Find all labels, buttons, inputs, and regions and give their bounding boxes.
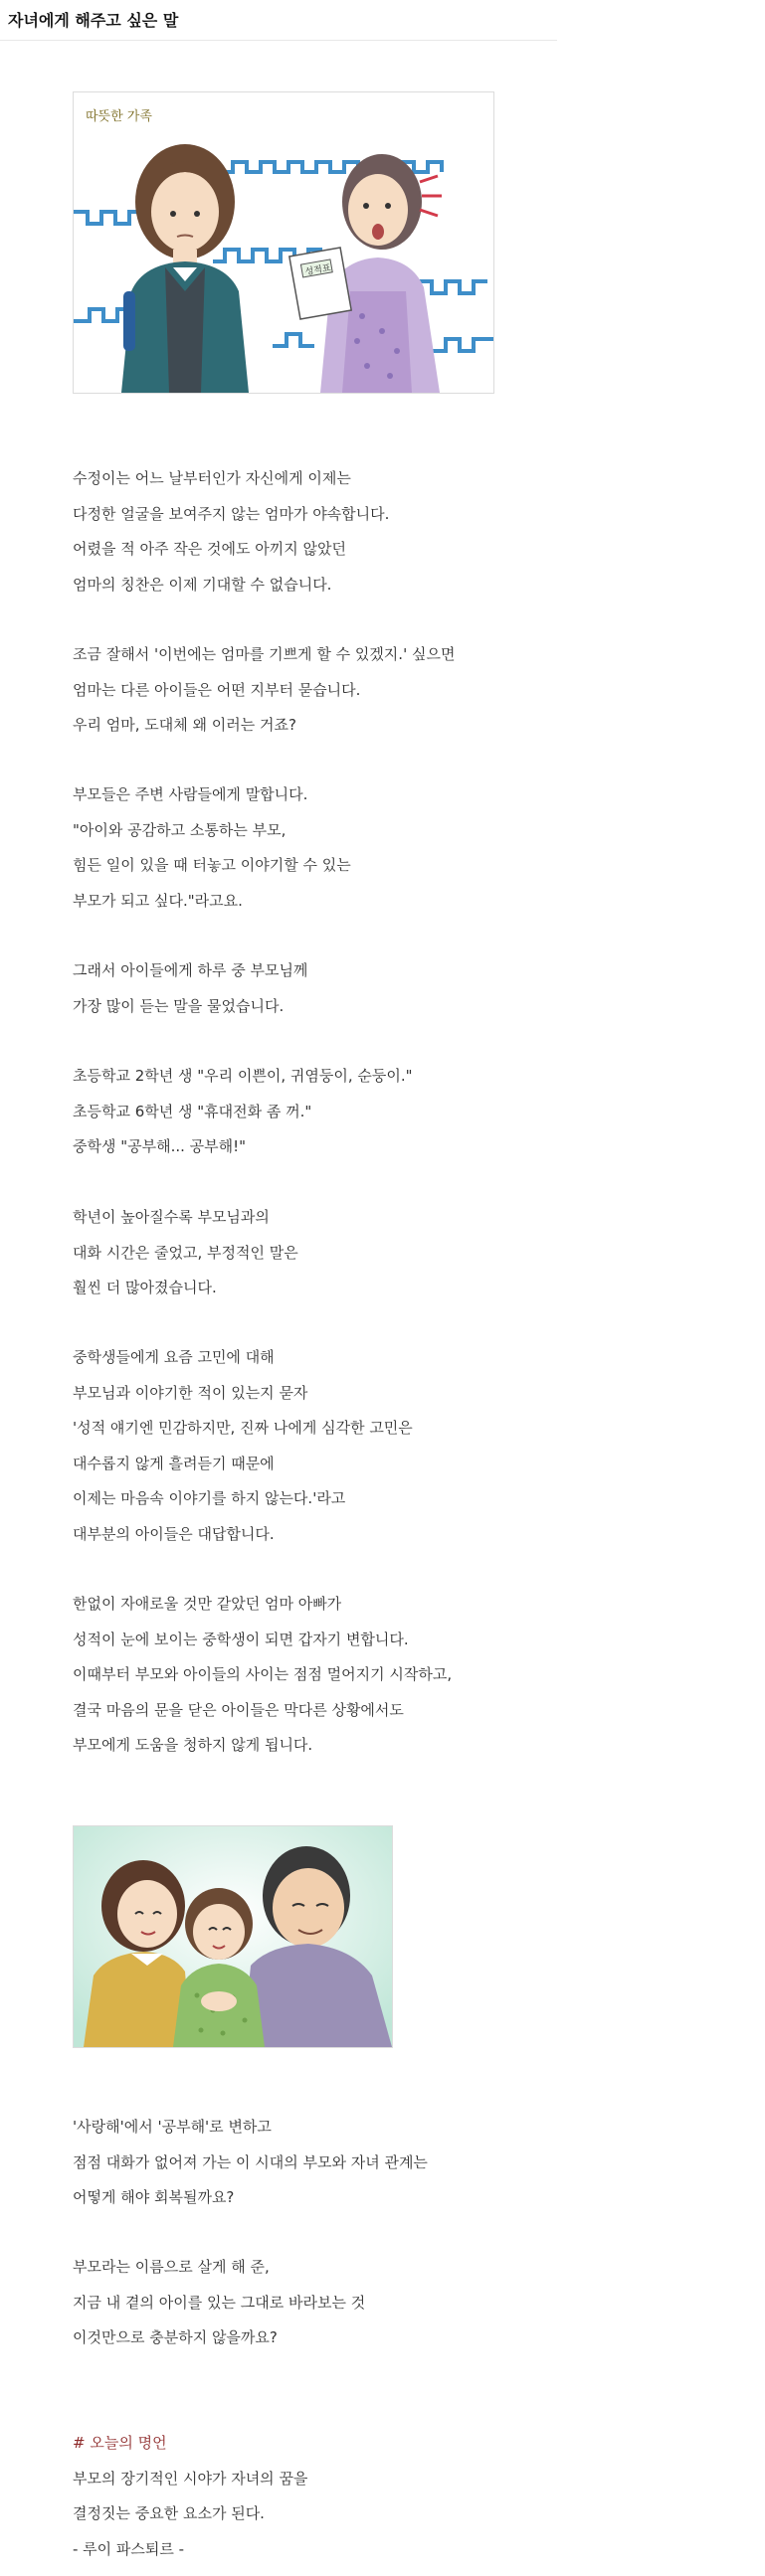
paragraph-6 (73, 1200, 298, 1306)
illustration-report-card (73, 91, 494, 394)
paragraph-10 (73, 2250, 365, 2356)
paragraph-2 (73, 637, 455, 744)
text-line: 어떻게 해야 회복될까요? (73, 2188, 235, 2206)
text-line: 지금 내 곁의 아이를 있는 그대로 바라보는 것 (73, 2293, 366, 2312)
text-line: 부모들은 주변 사람들에게 말합니다. (73, 785, 308, 803)
text-line: 부모에게 도움을 청하지 않게 됩니다. (73, 1736, 313, 1754)
report-card-label: 성적표 (304, 262, 332, 278)
quote-author: - 루이 파스퇴르 - (73, 2539, 185, 2558)
quote-line: 결정짓는 중요한 요소가 된다. (73, 2504, 265, 2522)
text-line: '성적 얘기엔 민감하지만, 진짜 나에게 심각한 고민은 (73, 1419, 413, 1437)
text-line: 어렸을 적 아주 작은 것에도 아끼지 않았던 (73, 540, 346, 558)
text-line: 중학생들에게 요즘 고민에 대해 (73, 1348, 275, 1366)
text-line: 조금 잘해서 '이번에는 엄마를 기쁘게 할 수 있겠지.' 싶으면 (73, 645, 456, 663)
text-line: 우리 엄마, 도대체 왜 이러는 거죠? (73, 716, 296, 734)
text-line: "아이와 공감하고 소통하는 부모, (73, 820, 287, 839)
text-line: 학년이 높아질수록 부모님과의 (73, 1208, 270, 1226)
text-line: 부모라는 이름으로 살게 해 준, (73, 2258, 270, 2276)
text-line: 대수롭지 않게 흘려듣기 때문에 (73, 1454, 275, 1472)
paragraph-5 (73, 1059, 413, 1165)
text-line: 가장 많이 듣는 말을 물었습니다. (73, 996, 285, 1015)
title-bar (0, 0, 557, 41)
text-line: 대화 시간은 줄었고, 부정적인 말은 (73, 1243, 298, 1262)
paragraph-7 (73, 1340, 413, 1552)
text-line: 대부분의 아이들은 대답합니다. (73, 1524, 275, 1543)
text-line: 수정이는 어느 날부터인가 자신에게 이제는 (73, 469, 351, 487)
text-line: 중학생 "공부해... 공부해!" (73, 1137, 247, 1155)
paragraph-3 (73, 777, 351, 919)
text-line: 한없이 자애로울 것만 같았던 엄마 아빠가 (73, 1595, 342, 1613)
text-line: 이때부터 부모와 아이들의 사이는 점점 멀어지기 시작하고, (73, 1665, 453, 1683)
paragraph-9 (73, 2110, 428, 2216)
quote-heading: # 오늘의 명언 (73, 2434, 167, 2452)
text-line: 초등학교 6학년 생 "휴대전화 좀 꺼." (73, 1102, 312, 1120)
quote-block (73, 2426, 307, 2567)
daughter-figure (121, 144, 249, 393)
paragraph-8 (73, 1587, 452, 1764)
text-line: 이것만으로 충분하지 않을까요? (73, 2328, 278, 2346)
text-line: 엄마의 칭찬은 이제 기대할 수 없습니다. (73, 575, 332, 594)
illustration-family (73, 1825, 393, 2048)
text-line: 성적이 눈에 보이는 중학생이 되면 갑자기 변합니다. (73, 1630, 409, 1648)
text-line: 결국 마음의 문을 닫은 아이들은 막다른 상황에서도 (73, 1700, 404, 1719)
illustration-report-card-svg (74, 92, 493, 393)
text-line: 초등학교 2학년 생 "우리 이쁜이, 귀염둥이, 순둥이." (73, 1067, 413, 1085)
illustration-family-svg (74, 1826, 392, 2047)
illustration-logo: 따뜻한 가족 (86, 109, 152, 124)
text-line: 점점 대화가 없어져 가는 이 시대의 부모와 자녀 관계는 (73, 2152, 428, 2171)
text-line: 부모가 되고 싶다."라고요. (73, 891, 243, 910)
mother-figure (289, 154, 442, 393)
text-line: 그래서 아이들에게 하루 중 부모님께 (73, 961, 308, 979)
text-line: '사랑해'에서 '공부해'로 변하고 (73, 2118, 272, 2136)
text-line: 훨씬 더 많아졌습니다. (73, 1279, 217, 1296)
paragraph-4 (73, 953, 307, 1024)
paragraph-1 (73, 461, 389, 602)
text-line: 힘든 일이 있을 때 터놓고 이야기할 수 있는 (73, 856, 351, 874)
text-line: 엄마는 다른 아이들은 어떤 지부터 묻습니다. (73, 680, 361, 699)
text-line: 다정한 얼굴을 보여주지 않는 엄마가 야속합니다. (73, 504, 390, 523)
quote-line: 부모의 장기적인 시야가 자녀의 꿈을 (73, 2469, 308, 2488)
page-title: 자녀에게 해주고 싶은 말 (8, 11, 179, 30)
text-line: 부모님과 이야기한 적이 있는지 묻자 (73, 1383, 308, 1402)
text-line: 이제는 마음속 이야기를 하지 않는다.'라고 (73, 1489, 346, 1507)
